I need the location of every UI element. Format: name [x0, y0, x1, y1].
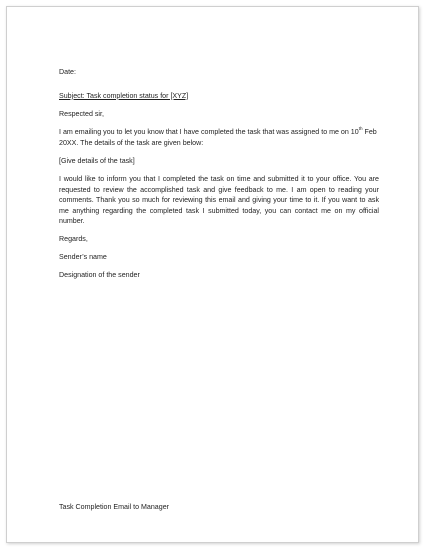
intro-text-start: I am emailing you to let you know that I have completed the task that was assigned to me on 10 [59, 128, 359, 137]
details-placeholder: [Give details of the task] [59, 156, 135, 165]
salutation: Respected sir, [59, 110, 104, 119]
date-label: Date: [59, 68, 76, 76]
sender-designation: Designation of the sender [59, 271, 140, 280]
subject-line: Subject: Task completion status for [XYZ] [59, 91, 189, 100]
document-page [6, 6, 419, 543]
letter-body [59, 67, 379, 288]
ordinal-suffix: th [358, 126, 363, 132]
sender-name: Sender’s name [59, 253, 107, 262]
intro-text-end: Feb 20XX. The details of the task are given below: [59, 128, 377, 147]
page-footer: Task Completion Email to Manager [59, 503, 170, 511]
body-paragraph: I would like to inform you that I completed the task on time and submitted it to your office. You are requested to review the accomplished task and give feedback to me. I am open to reading your comments. Thank you so much for reviewing this email and giving your time to it. If you want to ask me anything regarding the completed task I submitted today, you can contact me on my official number. [59, 174, 379, 226]
closing: Regards, [59, 235, 88, 244]
intro-paragraph [59, 127, 379, 148]
